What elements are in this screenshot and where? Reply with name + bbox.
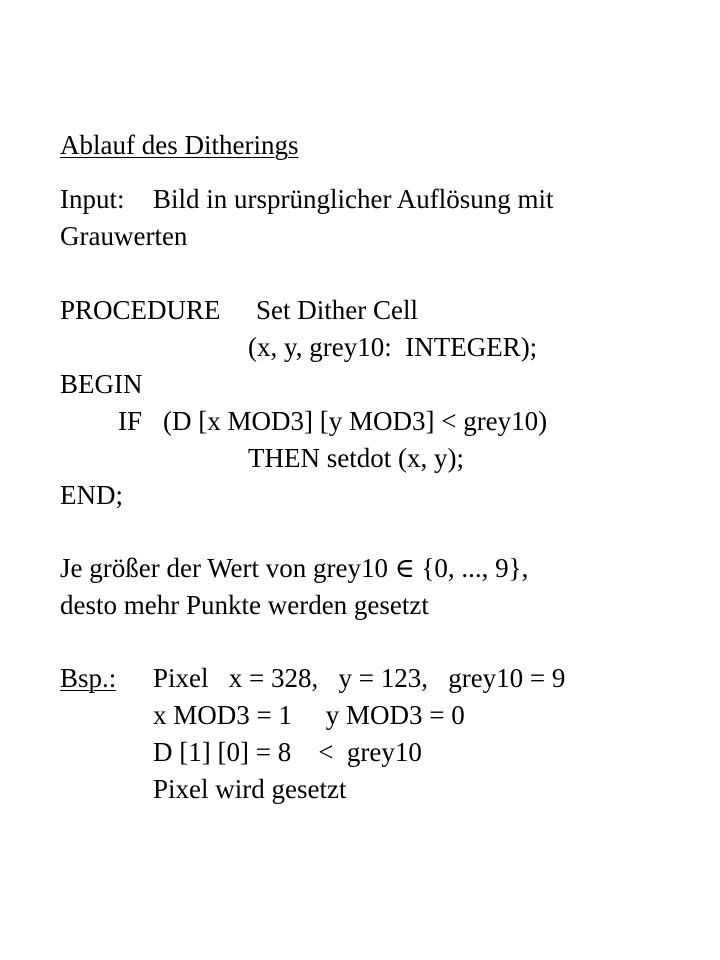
procedure-keyword: PROCEDURE xyxy=(60,295,221,325)
heading: Ablauf des Ditherings xyxy=(60,130,299,160)
input-continuation: Grauwerten xyxy=(60,221,188,251)
if-condition: (D [x MOD3] [y MOD3] < grey10) xyxy=(163,406,548,436)
procedure-name: Set Dither Cell xyxy=(256,295,418,325)
then-line: THEN setdot (x, y); xyxy=(248,443,464,473)
if-keyword: IF xyxy=(118,406,143,436)
example-line-2: x MOD3 = 1 y MOD3 = 0 xyxy=(153,700,465,730)
example-label: Bsp.: xyxy=(60,663,117,693)
example-line-3: D [1] [0] = 8 < grey10 xyxy=(153,737,422,767)
procedure-params: (x, y, grey10: INTEGER); xyxy=(248,332,538,362)
end-keyword: END; xyxy=(60,480,123,510)
input-text: Bild in ursprünglicher Auflösung mit xyxy=(153,184,554,214)
explanation-line-2: desto mehr Punkte werden gesetzt xyxy=(60,590,429,620)
input-label: Input: xyxy=(60,184,125,214)
example-line-4: Pixel wird gesetzt xyxy=(153,774,347,804)
explanation-line-1: Je größer der Wert von grey10 ∈ {0, ..., 9}, xyxy=(60,553,529,583)
example-line-1: Pixel x = 328, y = 123, grey10 = 9 xyxy=(153,663,566,693)
begin-keyword: BEGIN xyxy=(60,369,143,399)
